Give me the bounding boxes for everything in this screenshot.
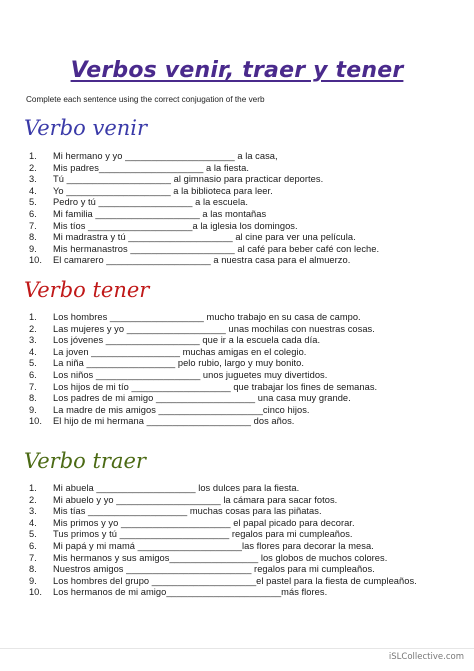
- item-number: 10.: [29, 255, 42, 266]
- item-number: 7.: [29, 552, 37, 563]
- list-item: [29, 151, 379, 163]
- sentence-text: Mis tías ___________________ muchas cosas para las piñatas.: [53, 506, 322, 517]
- item-number: 6.: [29, 540, 37, 551]
- list-item: [29, 197, 379, 209]
- item-number: 7.: [29, 381, 37, 392]
- sentence-text: Los padres de mi amigo ___________________ una casa muy grande.: [53, 393, 351, 404]
- item-number: 2.: [29, 323, 37, 334]
- item-number: 1.: [29, 312, 37, 322]
- sentence-text: Los hijos de mi tío ___________________ que trabajar los fines de semanas.: [53, 381, 378, 392]
- list-item: [29, 576, 417, 588]
- item-number: 4.: [29, 346, 37, 357]
- item-number: 3.: [29, 335, 37, 346]
- sentence-text: Los hermanos de mi amigo______________________más flores.: [53, 587, 328, 598]
- list-item: [29, 358, 377, 370]
- item-number: 9.: [29, 404, 37, 415]
- sentence-text: Pedro y tú __________________ a la escuela.: [53, 197, 248, 208]
- item-number: 4.: [29, 185, 37, 196]
- sentence-text: Tú ____________________ al gimnasio para practicar deportes.: [53, 174, 324, 185]
- sentence-text: Los hombres __________________ mucho trabajo en su casa de campo.: [53, 312, 361, 322]
- section-heading-venir: Verbo venir: [24, 116, 148, 140]
- sentence-text: La niña _________________ pelo rubio, largo y muy bonito.: [53, 358, 304, 369]
- sentence-text: Yo ____________________ a la biblioteca para leer.: [53, 185, 273, 196]
- list-item: [29, 405, 377, 417]
- list-item: [29, 564, 417, 576]
- sentence-text: Mis primos y yo _____________________ el papal picado para decorar.: [53, 517, 355, 528]
- item-number: 6.: [29, 208, 37, 219]
- venir-exercise-list: [29, 151, 379, 267]
- list-item: [29, 541, 417, 553]
- sentence-text: La joven _________________ muchas amigas en el colegio.: [53, 346, 307, 357]
- sentence-text: Las mujeres y yo ___________________ unas mochilas con nuestras cosas.: [53, 323, 375, 334]
- item-number: 8.: [29, 232, 37, 243]
- list-item: [29, 347, 377, 359]
- item-number: 8.: [29, 564, 37, 575]
- sentence-text: Los niños ____________________ unos juguetes muy divertidos.: [53, 369, 328, 380]
- list-item: [29, 232, 379, 244]
- item-number: 5.: [29, 197, 37, 208]
- worksheet-title: Verbos venir, traer y tener: [70, 58, 404, 83]
- sentence-text: Mi abuelo y yo ____________________ la cámara para sacar fotos.: [53, 494, 338, 505]
- sentence-text: Tus primos y tú _____________________ regalos para mi cumpleaños.: [53, 529, 353, 540]
- sentence-text: El hijo de mi hermana ____________________ dos años.: [53, 416, 295, 427]
- item-number: 1.: [29, 483, 37, 493]
- sentence-text: Mi abuela ___________________ los dulces para la fiesta.: [53, 483, 300, 493]
- list-item: [29, 416, 377, 428]
- sentence-text: Los hombres del grupo ____________________el pastel para la fiesta de cumpleaños.: [53, 575, 417, 586]
- item-number: 6.: [29, 369, 37, 380]
- sentence-text: Nuestros amigos ________________________ regalos para mi cumpleaños.: [53, 564, 375, 575]
- sentence-text: Mi papá y mi mamá ____________________las flores para decorar la mesa.: [53, 540, 374, 551]
- item-number: 7.: [29, 220, 37, 231]
- item-number: 10.: [29, 416, 42, 427]
- item-number: 3.: [29, 174, 37, 185]
- list-item: [29, 163, 379, 175]
- watermark-footer: iSLCollective.com: [388, 652, 464, 662]
- list-item: [29, 506, 417, 518]
- sentence-text: Mi madrastra y tú ____________________ al cine para ver una película.: [53, 232, 356, 243]
- sentence-text: Mis padres____________________ a la fiesta.: [53, 162, 249, 173]
- sentence-text: Mi hermano y yo _____________________ a la casa,: [53, 151, 278, 161]
- sentence-text: La madre de mis amigos ____________________cinco hijos.: [53, 404, 310, 415]
- traer-exercise-list: [29, 483, 417, 599]
- list-item: [29, 186, 379, 198]
- item-number: 8.: [29, 393, 37, 404]
- list-item: [29, 495, 417, 507]
- item-number: 10.: [29, 587, 42, 598]
- section-heading-traer: Verbo traer: [24, 449, 146, 473]
- list-item: [29, 312, 377, 324]
- sentence-text: Mi familia ____________________ a las montañas: [53, 208, 267, 219]
- list-item: [29, 553, 417, 565]
- item-number: 1.: [29, 151, 37, 161]
- sentence-text: El camarero ____________________ a nuestra casa para el almuerzo.: [53, 255, 351, 266]
- item-number: 5.: [29, 529, 37, 540]
- list-item: [29, 587, 417, 599]
- list-item: [29, 483, 417, 495]
- item-number: 2.: [29, 162, 37, 173]
- item-number: 9.: [29, 575, 37, 586]
- item-number: 5.: [29, 358, 37, 369]
- item-number: 2.: [29, 494, 37, 505]
- sentence-text: Los jóvenes __________________ que ir a la escuela cada día.: [53, 335, 321, 346]
- item-number: 4.: [29, 517, 37, 528]
- list-item: [29, 382, 377, 394]
- list-item: [29, 255, 379, 267]
- list-item: [29, 393, 377, 405]
- list-item: [29, 174, 379, 186]
- list-item: [29, 529, 417, 541]
- instructions: Complete each sentence using the correct conjugation of the verb: [26, 95, 265, 104]
- list-item: [29, 209, 379, 221]
- list-item: [29, 335, 377, 347]
- section-heading-tener: Verbo tener: [24, 278, 150, 302]
- item-number: 3.: [29, 506, 37, 517]
- item-number: 9.: [29, 243, 37, 254]
- sentence-text: Mis hermanastros ____________________ al café para beber café con leche.: [53, 243, 380, 254]
- list-item: [29, 518, 417, 530]
- sentence-text: Mis hermanos y sus amigos_________________ los globos de muchos colores.: [53, 552, 388, 563]
- list-item: [29, 244, 379, 256]
- list-item: [29, 221, 379, 233]
- list-item: [29, 324, 377, 336]
- tener-exercise-list: [29, 312, 377, 428]
- list-item: [29, 370, 377, 382]
- sentence-text: Mis tíos ____________________a la iglesia los domingos.: [53, 220, 298, 231]
